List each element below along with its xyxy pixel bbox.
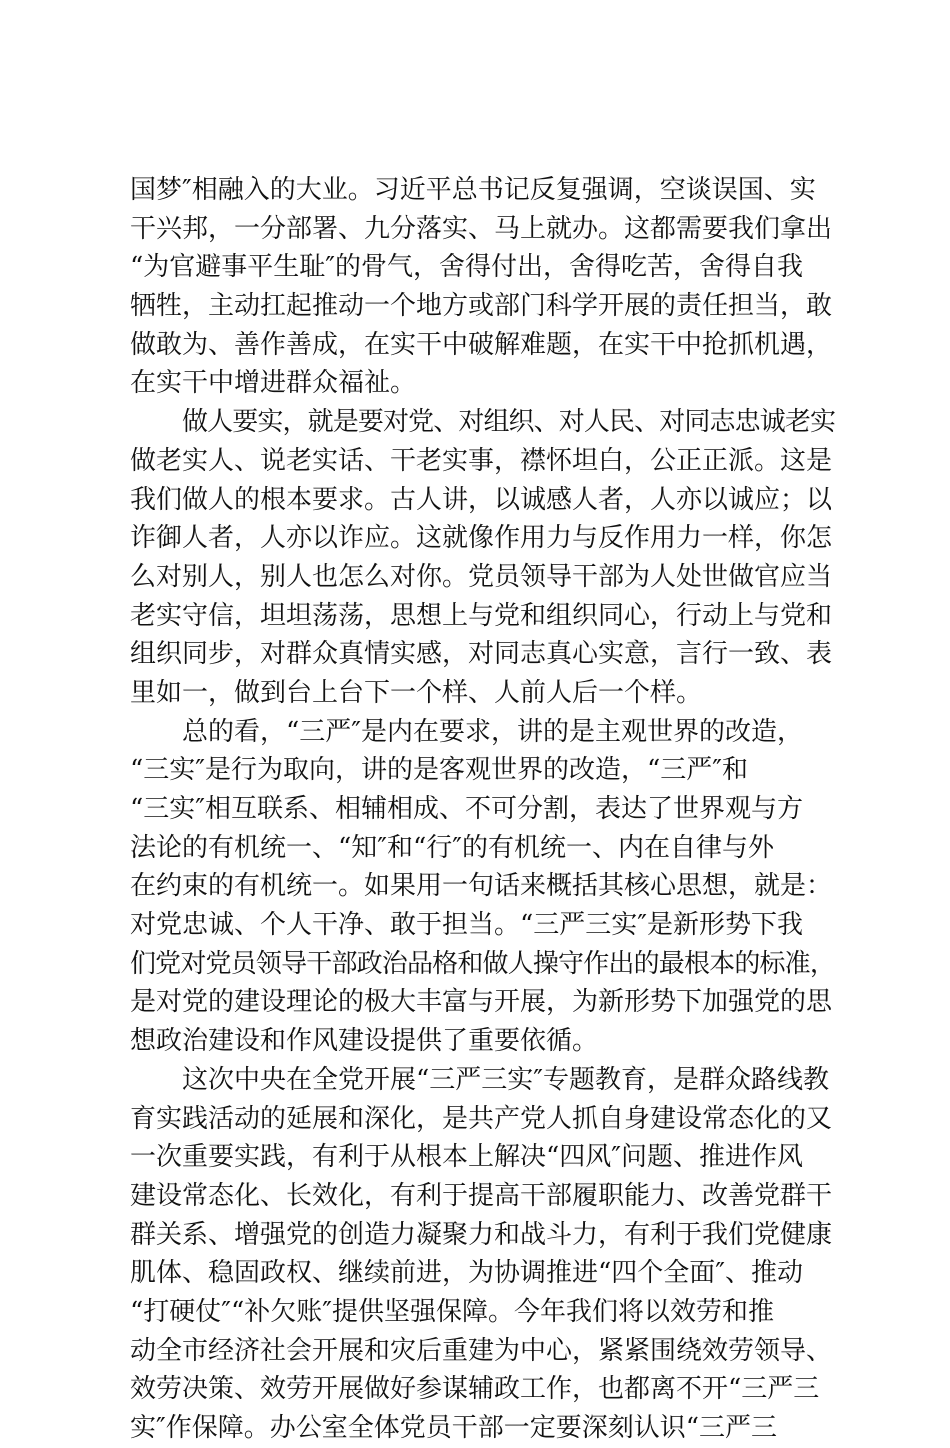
text-line: 在实干中增进群众福祉。 — [130, 368, 417, 399]
text-line: 这次中央在全党开展“三严三实″专题教育，是群众路线教 — [182, 1064, 830, 1095]
text-line: 肌体、稳固政权、继续前进，为协调推进“四个全面″、推动 — [130, 1258, 804, 1289]
text-line: 做敢为、善作善成，在实干中破解难题，在实干中抢抓机遇， — [130, 329, 833, 360]
text-line: 在约束的有机统一。如果用一句话来概括其核心思想，就是： — [130, 871, 833, 902]
text-line: 里如一，做到台上台下一个样、人前人后一个样。 — [130, 677, 703, 708]
text-line: 做人要实，就是要对党、对组织、对人民、对同志忠诚老实 — [182, 407, 836, 438]
text-line: 国梦″相融入的大业。习近平总书记反复强调，空谈误国、实 — [130, 175, 816, 205]
text-line: 育实践活动的延展和深化，是共产党人抓自身建设常态化的又 — [130, 1103, 833, 1134]
paragraph-1 — [130, 171, 835, 403]
text-line: 么对别人，别人也怎么对你。党员领导干部为人处世做官应当 — [130, 561, 833, 592]
text-line: 群关系、增强党的创造力凝聚力和战斗力，有利于我们党健康 — [130, 1219, 833, 1250]
text-line: 一次重要实践，有利于从根本上解决“四风″问题、推进作风 — [130, 1142, 804, 1173]
text-line: 我们做人的根本要求。古人讲，以诚感人者，人亦以诚应；以 — [130, 484, 833, 515]
text-line: 总的看，“三严″是内在要求，讲的是主观世界的改造， — [182, 716, 804, 747]
paragraph-3 — [130, 713, 835, 1061]
text-line: 干兴邦，一分部署、九分落实、马上就办。这都需要我们拿出 — [130, 213, 833, 244]
text-line: 效劳决策、效劳开展做好参谋辅政工作，也都离不开“三严三 — [130, 1374, 820, 1405]
text-line: 老实守信，坦坦荡荡，思想上与党和组织同心，行动上与党和 — [130, 600, 833, 631]
text-line: 动全市经济社会开展和灾后重建为中心，紧紧围绕效劳领导、 — [130, 1335, 833, 1366]
text-line: 做老实人、说老实话、干老实事，襟怀坦白，公正正派。这是 — [130, 445, 833, 476]
text-line: “打硬仗″“补欠账″提供坚强保障。今年我们将以效劳和推 — [130, 1296, 775, 1327]
text-line: “三实″相互联系、相辅相成、不可分割，表达了世界观与方 — [130, 794, 804, 824]
text-line: 是对党的建设理论的极大丰富与开展，为新形势下加强党的思 — [130, 987, 833, 1018]
text-line: 建设常态化、长效化，有利于提高干部履职能力、改善党群干 — [130, 1180, 833, 1211]
paragraph-2 — [130, 403, 835, 713]
document-body — [130, 171, 835, 1448]
text-line: 们党对党员领导干部政治品格和做人操守作出的最根本的标准， — [130, 948, 836, 979]
text-line: 诈御人者，人亦以诈应。这就像作用力与反作用力一样，你怎 — [130, 523, 833, 554]
text-line: 对党忠诚、个人干净、敢于担当。“三严三实″是新形势下我 — [130, 910, 804, 941]
text-line: “三实″是行为取向，讲的是客观世界的改造，“三严″和 — [130, 755, 749, 786]
text-line: 组织同步，对群众真情实感，对同志真心实意，言行一致、表 — [130, 639, 833, 670]
text-line: 实″作保障。办公室全体党员干部一定要深刻认识“三严三 — [130, 1413, 778, 1443]
text-line: 牺牲，主动扛起推动一个地方或部门科学开展的责任担当，敢 — [130, 291, 833, 322]
text-line: 想政治建设和作风建设提供了重要依循。 — [130, 1026, 599, 1057]
paragraph-4 — [130, 1061, 835, 1448]
text-line: 法论的有机统一、“知″和“行″的有机统一、内在自律与外 — [130, 832, 775, 863]
text-line: “为官避事平生耻″的骨气，舍得付出，舍得吃苦，舍得自我 — [130, 252, 804, 283]
